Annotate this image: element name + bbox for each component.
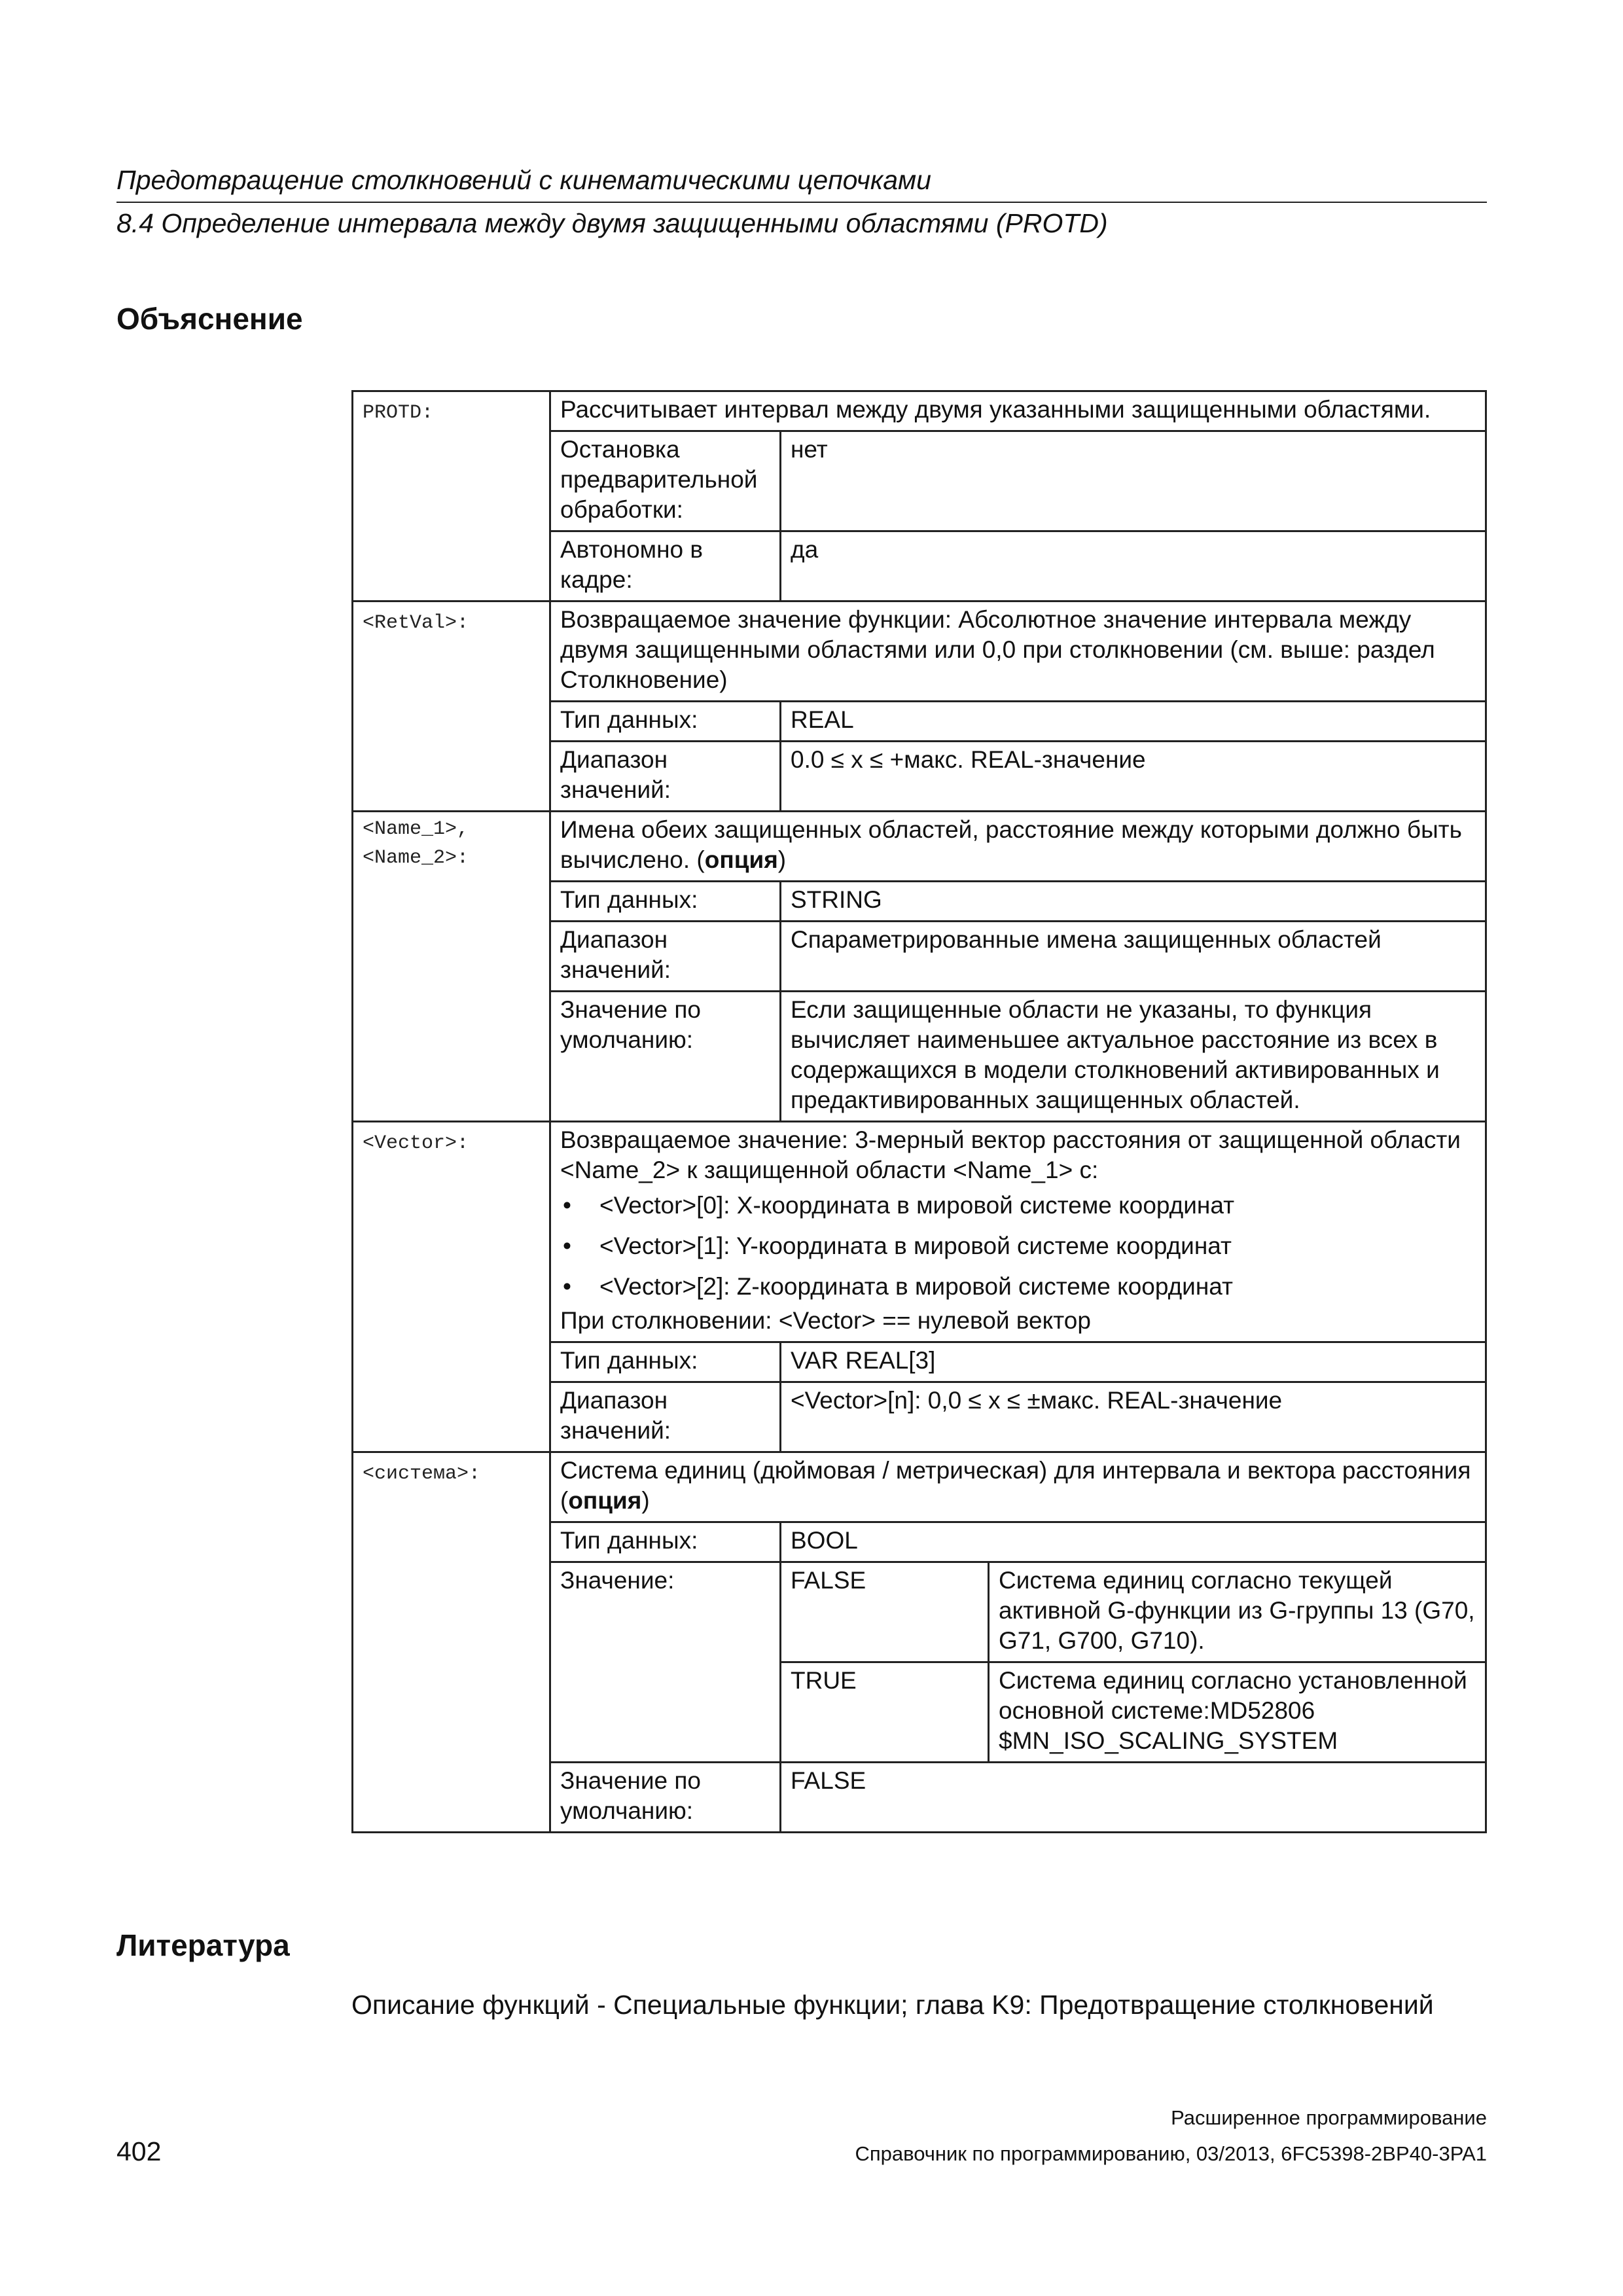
param-retval: <RetVal>: (363, 612, 469, 634)
desc-system (550, 1452, 1486, 1522)
param-system: <система>: (363, 1463, 481, 1485)
value-names-type: STRING (781, 882, 1486, 922)
label-names-range: Диапазон значений: (550, 922, 781, 992)
value-system-default: FALSE (781, 1763, 1486, 1833)
list-item: • <Vector>[0]: X-координата в мировой системе координат (560, 1191, 1477, 1221)
label-stop-preprocessing: Остановка предварительной обработки: (550, 431, 781, 531)
value-names-range: Спараметрированные имена защищенных областей (781, 922, 1486, 992)
label-system-type: Тип данных: (550, 1522, 781, 1562)
param-cell-protd (353, 391, 550, 601)
desc-retval: Возвращаемое значение функции: Абсолютное значение интервала между двумя защищенными областями или 0,0 при столкновении (см. выше: раздел Столкновение) (550, 601, 1486, 702)
desc-vector (550, 1122, 1486, 1342)
param-name-2: <Name_2>: (363, 847, 469, 869)
param-cell-vector (353, 1122, 550, 1452)
desc-system-true: Система единиц согласно установленной основной системе:MD52806 $MN_ISO_SCALING_SYSTEM (989, 1662, 1486, 1763)
literature-reference: Описание функций - Специальные функции; глава K9: Предотвращение столкновений (351, 1990, 1434, 2020)
running-header-chapter: Предотвращение столкновений с кинематическими цепочками (116, 165, 931, 195)
table-row (353, 1122, 1486, 1342)
vector-component-list (560, 1191, 1477, 1302)
table-row (353, 391, 1486, 431)
param-protd: PROTD: (363, 402, 434, 424)
footer-book-title: Расширенное программирование (1171, 2106, 1487, 2129)
label-vector-type: Тип данных: (550, 1342, 781, 1382)
label-names-default: Значение по умолчанию: (550, 992, 781, 1122)
label-names-type: Тип данных: (550, 882, 781, 922)
value-names-default: Если защищенные области не указаны, то функция вычисляет наименьшее актуальное расстояние из всех в содержащихся в модели столкновений активированных и предактивированных защищенных областей. (781, 992, 1486, 1122)
desc-protd: Рассчитывает интервал между двумя указанными защищенными областями. (550, 391, 1486, 431)
param-vector: <Vector>: (363, 1132, 469, 1155)
param-cell-retval (353, 601, 550, 812)
option-marker: опция (704, 846, 778, 873)
param-cell-names (353, 812, 550, 1122)
parameter-table (351, 390, 1487, 1833)
vector-collision-note: При столкновении: <Vector> == нулевой вектор (560, 1307, 1091, 1334)
page-number: 402 (116, 2136, 162, 2166)
param-cell-system (353, 1452, 550, 1833)
label-autonomous: Автономно в кадре: (550, 531, 781, 601)
label-retval-type: Тип данных: (550, 702, 781, 742)
value-system-type: BOOL (781, 1522, 1486, 1562)
desc-names-end: ) (777, 846, 787, 873)
value-retval-range: 0.0 ≤ x ≤ +макс. REAL-значение (781, 742, 1486, 812)
desc-vector-text: Возвращаемое значение: 3-мерный вектор расстояния от защищенной области <Name_2> к защищенной области <Name_1> с: (560, 1126, 1461, 1183)
heading-explanation: Объяснение (116, 302, 303, 336)
desc-names (550, 812, 1486, 882)
value-system-false: FALSE (781, 1562, 989, 1662)
desc-system-false: Система единиц согласно текущей активной G-функции из G-группы 13 (G70, G71, G700, G710). (989, 1562, 1486, 1662)
desc-system-text: Система единиц (дюймовая / метрическая) для интервала и вектора расстояния ( (560, 1457, 1471, 1514)
header-rule (116, 202, 1487, 203)
label-vector-range: Диапазон значений: (550, 1382, 781, 1452)
value-vector-range: <Vector>[n]: 0,0 ≤ x ≤ ±макс. REAL-значение (781, 1382, 1486, 1452)
option-marker: опция (568, 1487, 642, 1514)
table-row (353, 1452, 1486, 1522)
param-name-1: <Name_1>, (363, 818, 469, 840)
desc-system-end: ) (641, 1487, 650, 1514)
list-item: • <Vector>[2]: Z-координата в мировой системе координат (560, 1272, 1477, 1302)
footer-manual-info: Справочник по программированию, 03/2013, 6FC5398-2BP40-3PA1 (855, 2142, 1487, 2165)
value-retval-type: REAL (781, 702, 1486, 742)
desc-names-text: Имена обеих защищенных областей, расстояние между которыми должно быть вычислено. ( (560, 816, 1462, 873)
heading-literature: Литература (116, 1928, 290, 1962)
value-vector-type: VAR REAL[3] (781, 1342, 1486, 1382)
label-system-value: Значение: (550, 1562, 781, 1763)
value-system-true: TRUE (781, 1662, 989, 1763)
table-row (353, 812, 1486, 882)
list-item: • <Vector>[1]: Y-координата в мировой системе координат (560, 1231, 1477, 1261)
table-row (353, 601, 1486, 702)
label-system-default: Значение по умолчанию: (550, 1763, 781, 1833)
label-retval-range: Диапазон значений: (550, 742, 781, 812)
value-autonomous: да (781, 531, 1486, 601)
value-stop-preprocessing: нет (781, 431, 1486, 531)
running-header-section: 8.4 Определение интервала между двумя защищенными областями (PROTD) (116, 208, 1108, 238)
